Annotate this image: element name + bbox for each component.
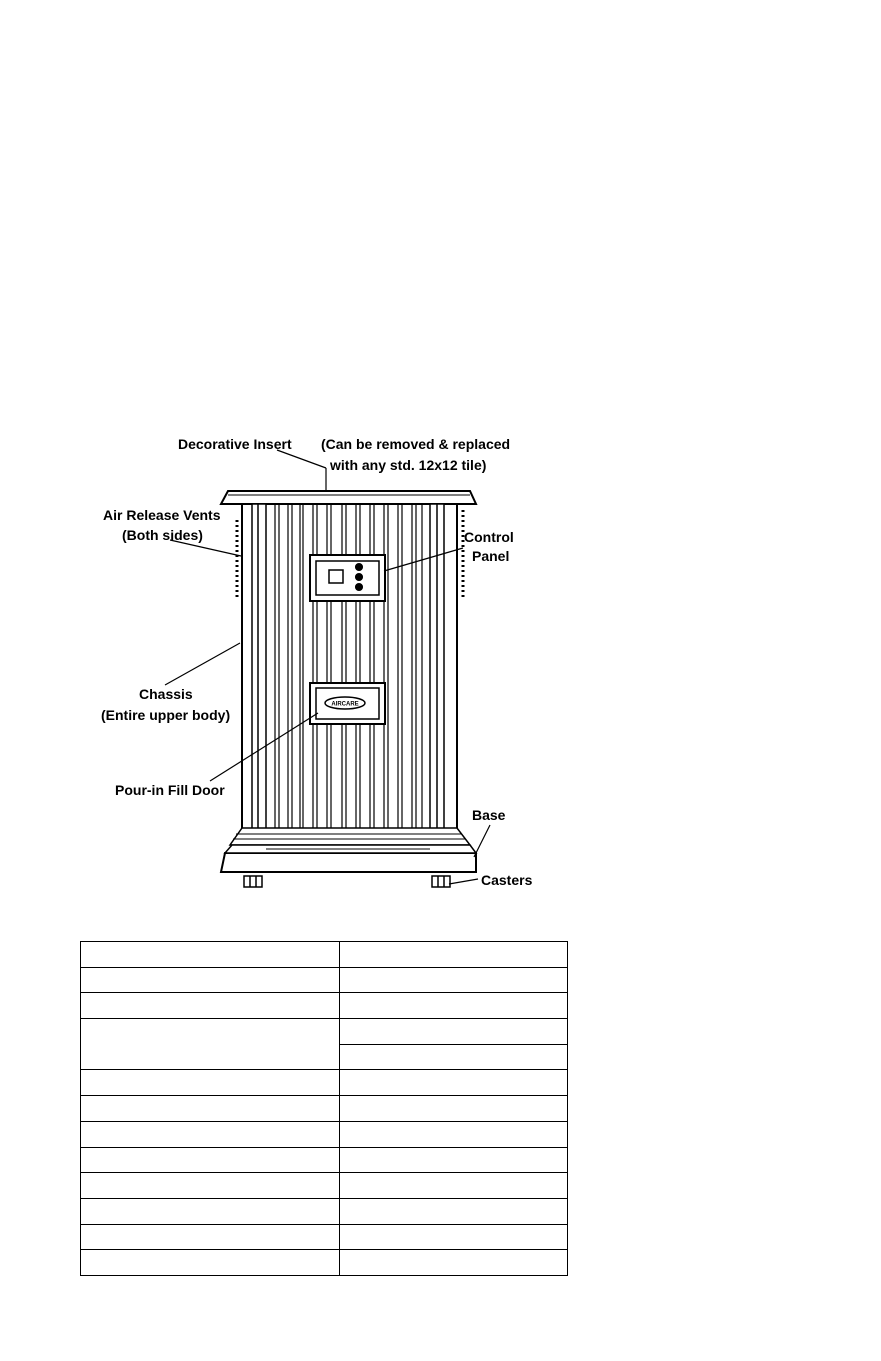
table-cell <box>340 942 568 968</box>
table-cell <box>81 1250 340 1276</box>
control-panel <box>310 555 385 601</box>
table-cell <box>340 967 568 993</box>
table-row <box>81 1173 568 1199</box>
table-cell <box>81 1198 340 1224</box>
table-row <box>81 1121 568 1147</box>
table-cell <box>81 1070 340 1096</box>
table-cell <box>340 1147 568 1173</box>
table-cell <box>340 993 568 1019</box>
table-cell <box>81 1121 340 1147</box>
table-cell <box>340 1070 568 1096</box>
table-cell <box>340 1121 568 1147</box>
table-row <box>81 967 568 993</box>
top-lid <box>221 491 476 504</box>
label-pour-in-fill-door: Pour-in Fill Door <box>115 782 225 798</box>
label-chassis-note: (Entire upper body) <box>101 707 231 723</box>
label-insert-note-line1: (Can be removed & replaced <box>321 436 511 452</box>
table-row <box>81 993 568 1019</box>
label-air-release-vents: Air Release Vents <box>103 507 221 523</box>
table-cell <box>340 1096 568 1122</box>
table-cell <box>81 1173 340 1199</box>
table-cell <box>81 967 340 993</box>
label-control-panel-line2: Panel <box>472 548 510 564</box>
table-cell <box>81 942 340 968</box>
table-cell <box>340 1224 568 1250</box>
brand-logo: AIRCARE <box>331 701 359 708</box>
table-row <box>81 1198 568 1224</box>
label-insert-note-line2: with any std. 12x12 tile) <box>330 457 487 473</box>
table-row <box>81 1019 568 1045</box>
label-casters: Casters <box>481 872 533 888</box>
spec-table <box>80 941 568 1276</box>
table-cell <box>81 1224 340 1250</box>
table-row <box>81 1147 568 1173</box>
table-cell <box>340 1019 568 1045</box>
table-cell <box>81 993 340 1019</box>
table-cell <box>340 1198 568 1224</box>
label-control-panel-line1: Control <box>464 529 514 545</box>
table-row <box>81 942 568 968</box>
base <box>221 828 476 872</box>
label-base: Base <box>472 807 506 823</box>
table-row <box>81 1224 568 1250</box>
table-cell <box>340 1044 568 1070</box>
label-chassis: Chassis <box>139 686 193 702</box>
table-cell <box>81 1019 340 1070</box>
table-cell <box>81 1147 340 1173</box>
casters <box>244 872 450 887</box>
table-cell <box>340 1250 568 1276</box>
label-decorative-insert: Decorative Insert <box>178 436 292 452</box>
table-row <box>81 1070 568 1096</box>
table-row <box>81 1250 568 1276</box>
table-cell <box>81 1096 340 1122</box>
table-row <box>81 1096 568 1122</box>
table-cell <box>340 1173 568 1199</box>
label-air-release-vents-note: (Both sides) <box>122 527 203 543</box>
